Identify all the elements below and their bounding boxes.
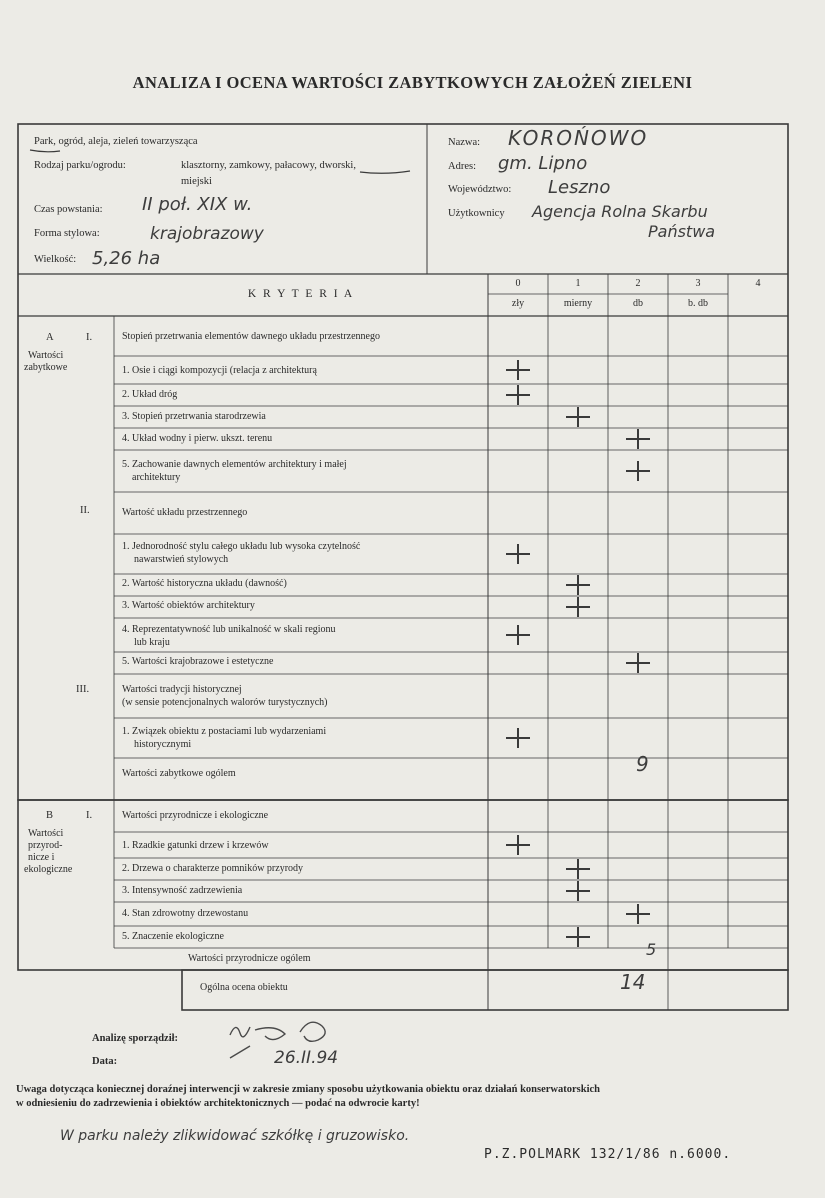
score-mark-a-5: [626, 461, 650, 481]
kryteria-header: K R Y T E R I A: [247, 288, 355, 300]
criterion-b-3: 3. Intensywność zadrzewienia: [122, 885, 243, 896]
criterion-a1-2: 2. Układ dróg: [122, 389, 178, 400]
section-b-total-label: Wartości przyrodnicze ogólem: [188, 953, 311, 964]
criterion-b-5: 5. Znaczenie ekologiczne: [122, 931, 224, 942]
scale-number-2: 2: [635, 278, 641, 289]
uzytkownicy-value-1: Agencja Rolna Skarbu: [532, 202, 708, 221]
wielkosc-value: 5,26 ha: [92, 248, 161, 269]
score-mark-a-8: [566, 597, 590, 617]
signature-label: Analizę sporządził:: [92, 1033, 179, 1044]
criterion-a1-3: 3. Stopień przetrwania starodrzewia: [122, 411, 266, 422]
criterion-a2-1-line-2: nawarstwień stylowych: [134, 554, 229, 565]
rodzaj-options: klasztorny, zamkowy, pałacowy, dworski,: [181, 160, 356, 171]
scale-number-1: 1: [575, 278, 581, 289]
criterion-b-2: 2. Drzewa o charakterze pomników przyrody: [122, 863, 304, 874]
adres-label: Adres:: [448, 161, 476, 172]
rodzaj-label: Rodzaj parku/ogrodu:: [34, 160, 126, 171]
group-title-2: Wartość układu przestrzennego: [122, 507, 248, 518]
scale-number-0: 0: [515, 278, 521, 289]
section-a-name-2: zabytkowe: [24, 362, 68, 373]
score-mark-a-6: [506, 544, 530, 564]
score-mark-a-11: [506, 728, 530, 748]
section-a-letter: A: [46, 332, 54, 343]
date-value: 26.II.94: [274, 1048, 339, 1068]
criterion-a2-5: 5. Wartości krajobrazowe i estetyczne: [122, 656, 274, 667]
section-b-name-3: nicze i: [28, 852, 55, 863]
section-a-group-3-roman: III.: [76, 684, 90, 695]
note-line-2: w odniesieniu do zadrzewienia i obiektów architektonicznych — podać na odwrocie karty!: [16, 1098, 420, 1109]
score-mark-b-1: [506, 835, 530, 855]
criterion-a2-2: 2. Wartość historyczna układu (dawność): [122, 578, 287, 589]
score-mark-b-4: [626, 904, 650, 924]
group-title-1: Stopień przetrwania elementów dawnego układu przestrzennego: [122, 331, 380, 342]
score-mark-a-9: [506, 625, 530, 645]
scale-word-1: mierny: [563, 298, 593, 309]
score-mark-a-2: [506, 385, 530, 405]
rodzaj-options-2: miejski: [181, 176, 212, 187]
score-mark-b-5: [566, 927, 590, 947]
section-a-roman: I.: [86, 332, 93, 343]
note-line-1: Uwaga dotycząca koniecznej doraźnej interwencji w zakresie zmiany sposobu użytkowania obiektu oraz działań konserwatorskich: [16, 1084, 600, 1095]
score-mark-b-3: [566, 881, 590, 901]
section-a-name-1: Wartości: [28, 350, 64, 361]
section-b-group-title: Wartości przyrodnicze i ekologiczne: [122, 810, 269, 821]
section-a-total-label: Wartości zabytkowe ogólem: [122, 768, 236, 779]
czas-value: II poł. XIX w.: [142, 194, 253, 215]
criterion-b-4: 4. Stan zdrowotny drzewostanu: [122, 908, 249, 919]
date-label: Data:: [92, 1056, 118, 1067]
print-code: P.Z.POLMARK 132/1/86 n.6000.: [484, 1147, 732, 1162]
score-mark-a-7: [566, 575, 590, 595]
uzytkownicy-label: Użytkownicy: [448, 208, 505, 219]
uzytkownicy-value-2: Państwa: [648, 222, 716, 241]
wojewodztwo-label: Województwo:: [448, 184, 512, 195]
wojewodztwo-value: Leszno: [548, 177, 611, 198]
section-b-name-4: ekologiczne: [24, 864, 73, 875]
criterion-a3-1-line-2: historycznymi: [134, 739, 192, 750]
section-a-total-value: 9: [636, 752, 649, 776]
adres-value: gm. Lipno: [498, 153, 588, 174]
section-a-group-2-roman: II.: [80, 505, 90, 516]
overall-label: Ogólna ocena obiektu: [200, 982, 288, 993]
forma-label: Forma stylowa:: [34, 228, 100, 239]
section-b-letter: B: [46, 810, 54, 821]
criterion-b-1: 1. Rzadkie gatunki drzew i krzewów: [122, 840, 269, 851]
scale-number-4: 4: [755, 278, 761, 289]
scale-word-2: db: [633, 298, 643, 309]
criterion-a2-4: 4. Reprezentatywność lub unikalność w skali regionu: [122, 624, 336, 635]
section-b-name-2: przyrod-: [28, 840, 63, 851]
scale-word-0: zły: [511, 298, 525, 309]
forma-value: krajobrazowy: [150, 224, 264, 244]
group-title-3: Wartości tradycji historycznej: [122, 684, 242, 695]
criterion-a1-4: 4. Układ wodny i pierw. ukszt. terenu: [122, 433, 273, 444]
group-title-3-line-2: (w sensie potencjonalnych walorów turystycznych): [122, 697, 328, 708]
section-b-total-value: 5: [646, 940, 657, 959]
page-title: ANALIZA I OCENA WARTOŚCI ZABYTKOWYCH ZAŁOŻEŃ ZIELENI: [132, 73, 693, 92]
scale-word-3: b. db: [688, 298, 708, 309]
criterion-a2-4-line-2: lub kraju: [134, 637, 170, 648]
section-b-roman: I.: [86, 810, 93, 821]
handwritten-note: W parku należy zlikwidować szkółkę i gruzowisko.: [60, 1128, 410, 1144]
score-mark-b-2: [566, 859, 590, 879]
score-mark-a-4: [626, 429, 650, 449]
criterion-a1-1: 1. Osie i ciągi kompozycji (relacja z architekturą: [122, 365, 317, 376]
nazwa-label: Nazwa:: [448, 137, 481, 148]
czas-label: Czas powstania:: [34, 204, 103, 215]
criterion-a1-5-line-2: architektury: [132, 472, 181, 483]
overall-value: 14: [620, 970, 646, 994]
wielkosc-label: Wielkość:: [34, 254, 77, 265]
nazwa-value: KOROŃOWO: [508, 126, 649, 150]
section-b-name-1: Wartości: [28, 828, 64, 839]
score-mark-a-1: [506, 360, 530, 380]
criterion-a2-3: 3. Wartość obiektów architektury: [122, 600, 255, 611]
score-mark-a-3: [566, 407, 590, 427]
criterion-a1-5: 5. Zachowanie dawnych elementów architektury i małej: [122, 459, 347, 470]
scale-number-3: 3: [695, 278, 701, 289]
score-mark-a-10: [626, 653, 650, 673]
park-type-line: Park, ogród, aleja, zieleń towarzysząca: [34, 136, 198, 147]
criterion-a3-1: 1. Związek obiektu z postaciami lub wydarzeniami: [122, 726, 327, 737]
criterion-a2-1: 1. Jednorodność stylu całego układu lub wysoka czytelność: [122, 541, 361, 552]
